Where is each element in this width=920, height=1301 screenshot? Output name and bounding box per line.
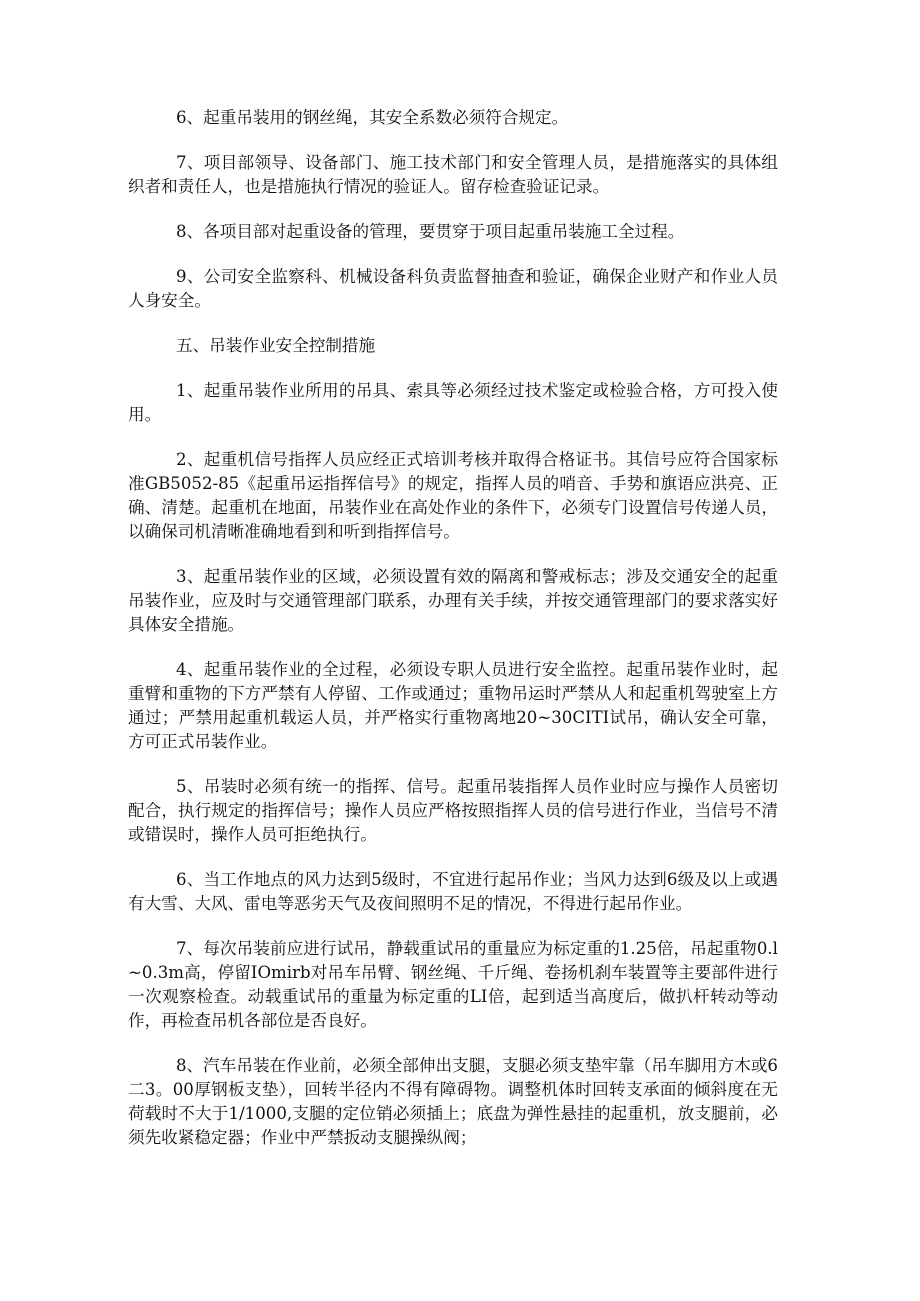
document-body <box>128 106 778 1171</box>
paragraph-item-5-unified-command: 5、吊装时必须有统一的指挥、信号。起重吊装指挥人员作业时应与操作人员密切配合，执行规定的指挥信号；操作人员应严格按照指挥人员的信号进行作业，当信号不清或错误时，操作人员可拒绝执行。 <box>128 777 778 844</box>
paragraph-item-6-wire-rope: 6、起重吊装用的钢丝绳，其安全系数必须符合规定。 <box>176 108 569 127</box>
paragraph-item-6-wind-conditions: 6、当工作地点的风力达到5级时，不宜进行起吊作业；当风力达到6级及以上或遇有大雪、大风、雷电等恶劣天气及夜间照明不足的情况，不得进行起吊作业。 <box>128 870 778 913</box>
paragraph-item-8-truck-crane-outriggers: 8、汽车吊装在作业前，必须全部伸出支腿，支腿必须支垫牢靠（吊车脚用方木或6二3。00厚钢板支垫），回转半径内不得有障碍物。调整机体时回转支承面的倾斜度在无荷载时不大于1/1000,支腿的定位销必须插上；底盘为弹性悬挂的起重机，放支腿前，必须先收紧稳定器；作业中严禁扳动支腿操纵阀； <box>128 1056 778 1147</box>
paragraph-item-4-safety-monitoring: 4、起重吊装作业的全过程，必须设专职人员进行安全监控。起重吊装作业时，起重臂和重物的下方严禁有人停留、工作或通过；重物吊运时严禁从人和起重机驾驶室上方通过；严禁用起重机载运人员，并严格实行重物离地20~30CITI试吊，确认安全可靠，方可正式吊装作业。 <box>128 660 778 751</box>
paragraph-item-7-trial-lift: 7、每次吊装前应进行试吊，静载重试吊的重量应为标定重的1.25倍，吊起重物0.l~0.3m高，停留IOmirb对吊车吊臂、钢丝绳、千斤绳、卷扬机刹车装置等主要部件进行一次观察检查。动载重试吊的重量为标定重的LI倍，起到适当高度后，做扒杆转动等动作，再检查吊机各部位是否良好。 <box>128 939 778 1030</box>
paragraph-item-8-equipment-management: 8、各项目部对起重设备的管理，要贯穿于项目起重吊装施工全过程。 <box>176 222 685 241</box>
paragraph-item-7-responsible-persons: 7、项目部领导、设备部门、施工技术部门和安全管理人员，是措施落实的具体组织者和责任人，也是措施执行情况的验证人。留存检查验证记录。 <box>128 153 778 196</box>
paragraph-item-9-supervision: 9、公司安全监察科、机械设备科负责监督抽查和验证，确保企业财产和作业人员人身安全。 <box>128 267 778 310</box>
paragraph-item-2-signal-personnel: 2、起重机信号指挥人员应经正式培训考核并取得合格证书。其信号应符合国家标准GB5052-85《起重吊运指挥信号》的规定，指挥人员的哨音、手势和旗语应洪亮、正确、清楚。起重机在地面，吊装作业在高处作业的条件下，必须专门设置信号传递人员，以确保司机清晰准确地看到和听到指挥信号。 <box>128 450 778 541</box>
section-heading-lifting-safety: 五、吊装作业安全控制措施 <box>176 336 376 355</box>
paragraph-item-3-isolation-zone: 3、起重吊装作业的区域，必须设置有效的隔离和警戒标志；涉及交通安全的起重吊装作业，应及时与交通管理部门联系，办理有关手续，并按交通管理部门的要求落实好具体安全措施。 <box>128 567 778 634</box>
paragraph-item-1-rigging-inspection: 1、起重吊装作业所用的吊具、索具等必须经过技术鉴定或检验合格，方可投入使用。 <box>128 381 778 424</box>
